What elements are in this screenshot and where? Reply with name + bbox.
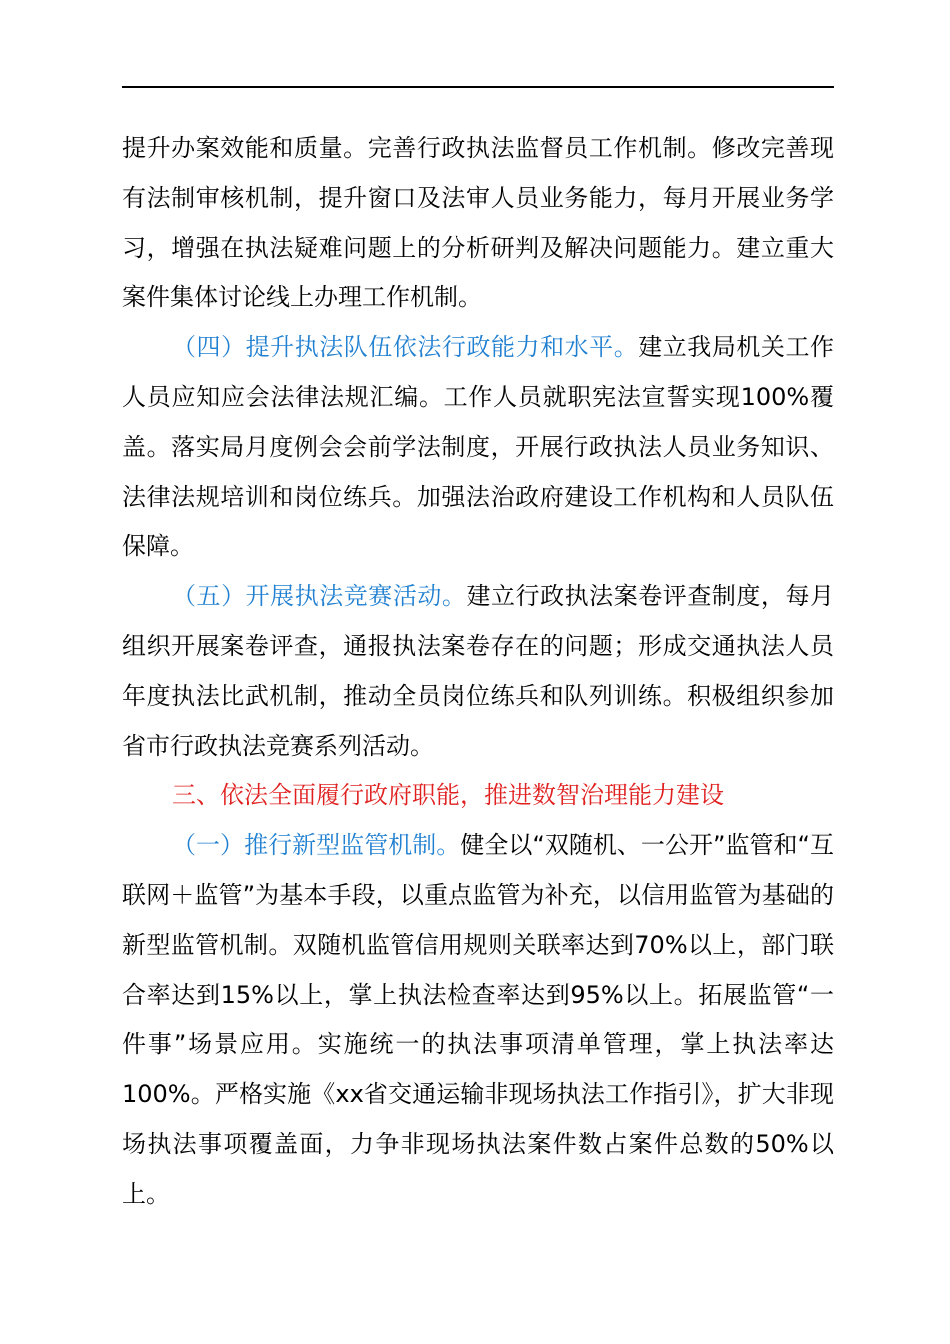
subheading-new-supervision: （一）推行新型监管机制。 [172, 831, 461, 860]
paragraph-body: 健全以“双随机、一公开”监管和“互联网＋监管”为基本手段，以重点监管为补充，以信用监管为基础的新型监管机制。双随机监管信用规则关联率达到70%以上，部门联合率达到15%以上，掌上执法检查率达到95%以上。拓展监管“一件事”场景应用。实施统一的执法事项清单管理，掌上执法率达100%。严格实施《xx省交通运输非现场执法工作指引》，扩大非现场执法事项覆盖面，力争非现场执法案件数占案件总数的50%以上。 [122, 831, 834, 1208]
subheading-enforcement-competition: （五）开展执法竞赛活动。 [172, 582, 467, 611]
paragraph-body: 建立我局机关工作人员应知应会法律法规汇编。工作人员就职宪法宣誓实现100%覆盖。落实局月度例会会前学法制度，开展行政执法人员业务知识、法律法规培训和岗位练兵。加强法治政府建设工作机构和人员队伍保障。 [122, 333, 835, 561]
paragraph-new-supervision [122, 821, 834, 1219]
paragraph-enforcement-competition [122, 572, 834, 771]
paragraph-body: 提升办案效能和质量。完善行政执法监督员工作机制。修改完善现有法制审核机制，提升窗口及法审人员业务能力，每月开展业务学习，增强在执法疑难问题上的分析研判及解决问题能力。建立重大案件集体讨论线上办理工作机制。 [122, 134, 834, 312]
header-rule [122, 86, 834, 88]
paragraph-team-capability [122, 323, 834, 572]
paragraph-body: 建立行政执法案卷评查制度，每月组织开展案卷评查，通报执法案卷存在的问题；形成交通执法人员年度执法比武机制，推动全员岗位练兵和队列训练。积极组织参加省市行政执法竞赛系列活动。 [122, 582, 835, 760]
document-body [122, 124, 834, 1220]
section-heading-government-functions: 三、依法全面履行政府职能，推进数智治理能力建设 [172, 781, 724, 810]
paragraph-case-efficiency [122, 124, 834, 323]
subheading-team-capability: （四）提升执法队伍依法行政能力和水平。 [172, 333, 639, 362]
